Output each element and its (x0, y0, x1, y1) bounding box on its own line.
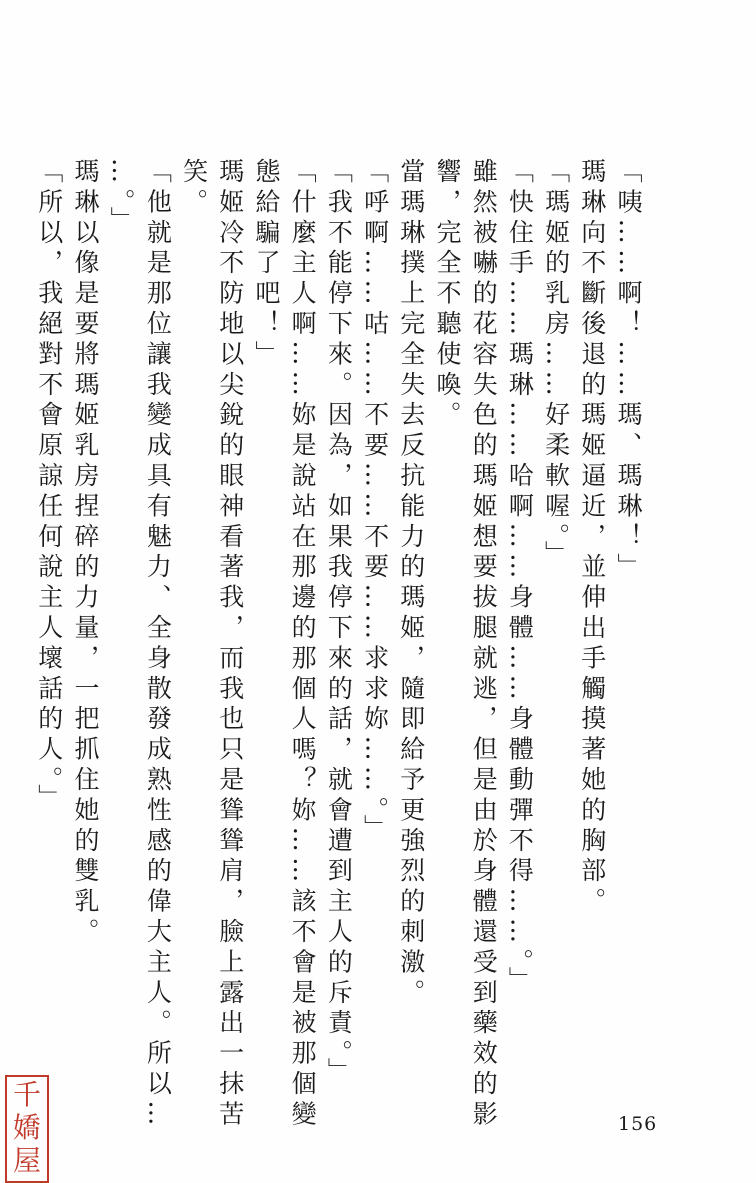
text-line: 「他就是那位讓我變成具有魅力、全身散發成熟性感的偉大主人。所以… (143, 158, 173, 1131)
text-line: 「快住手……瑪琳……哈啊……身體……身體動彈不得……。」 (505, 158, 535, 997)
text-line: 「什麼主人啊……妳是說站在那邊的那個人嗎？妳……該不會是被那個變 (288, 158, 318, 1131)
text-line: 瑪琳向不斷後退的瑪姬逼近，並伸出手觸摸著她的胸部。 (577, 158, 607, 918)
seal-char: 屋 (12, 1144, 41, 1177)
text-line: 瑪姬冷不防地以尖銳的眼神看著我，而我也只是聳聳肩，臉上露出一抹苦 (215, 158, 245, 1131)
text-line: 「我不能停下來。因為，如果我停下來的話，就會遭到主人的斥責。」 (324, 158, 354, 1088)
text-line: 「咦……啊！……瑪、瑪琳！」 (614, 158, 643, 584)
text-line: …。」 (107, 158, 137, 237)
text-line: 當瑪琳撲上完全失去反抗能力的瑪姬，隨即給予更強烈的刺激。 (396, 158, 426, 1010)
text-line: 雖然被嚇的花容失色的瑪姬想要拔腿就逃，但是由於身體還受到藥效的影 (469, 158, 499, 1131)
seal-stamp (5, 1075, 49, 1183)
seal-char: 千 (12, 1078, 41, 1111)
text-line: 態給騙了吧！」 (251, 158, 281, 371)
text-line: 「所以，我絕對不會原諒任何說主人壞話的人。」 (34, 158, 64, 815)
page-number: 156 (618, 1113, 658, 1135)
text-line: 「呼啊……咕……不要……不要……求求妳……。」 (360, 158, 390, 845)
text-line: 笑。 (179, 158, 209, 219)
text-line: 瑪琳以像是要將瑪姬乳房捏碎的力量，一把抓住她的雙乳。 (70, 158, 100, 949)
text-line: 「瑪姬的乳房……好柔軟喔。」 (541, 158, 571, 572)
text-line: 響，完全不聽使喚。 (432, 158, 462, 432)
seal-char: 嬌 (12, 1111, 41, 1144)
